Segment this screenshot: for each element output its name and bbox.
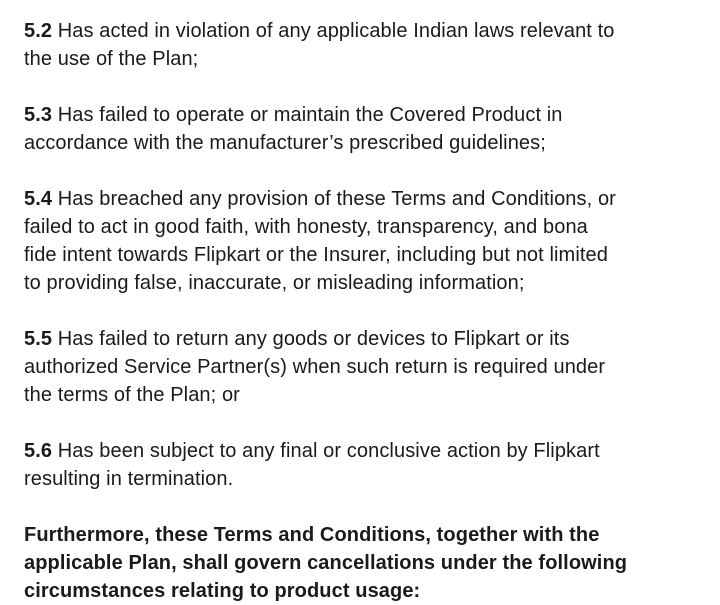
clause-number: 5.3 — [24, 104, 53, 126]
clause-5-5 — [24, 325, 696, 409]
clause-text: Has been subject to any final or conclusive action by Flipkart resulting in termination. — [24, 440, 600, 490]
clause-number: 5.6 — [24, 440, 53, 462]
terms-document — [24, 17, 696, 605]
clause-number: 5.4 — [24, 188, 53, 210]
clause-5-4 — [24, 185, 696, 297]
closing-paragraph: Furthermore, these Terms and Conditions, together with the applicable Plan, shall govern cancellations under the following circumstances relating to product usage: — [24, 524, 628, 602]
clause-5-6 — [24, 437, 696, 493]
clause-text: Has acted in violation of any applicable Indian laws relevant to the use of the Plan; — [24, 20, 615, 70]
clause-text: Has breached any provision of these Terms and Conditions, or failed to act in good faith, with honesty, transparency, and bona fide intent towards Flipkart or the Insurer, including but not limited to providing false, inaccurate, or misleading information; — [24, 188, 616, 294]
clause-5-3 — [24, 101, 696, 157]
clause-number: 5.5 — [24, 328, 53, 350]
clause-text: Has failed to return any goods or devices to Flipkart or its authorized Service Partner(s) when such return is required under the terms of the Plan; or — [24, 328, 606, 406]
clause-5-2 — [24, 17, 696, 73]
clause-text: Has failed to operate or maintain the Covered Product in accordance with the manufacturer’s prescribed guidelines; — [24, 104, 563, 154]
clause-number: 5.2 — [24, 20, 53, 42]
